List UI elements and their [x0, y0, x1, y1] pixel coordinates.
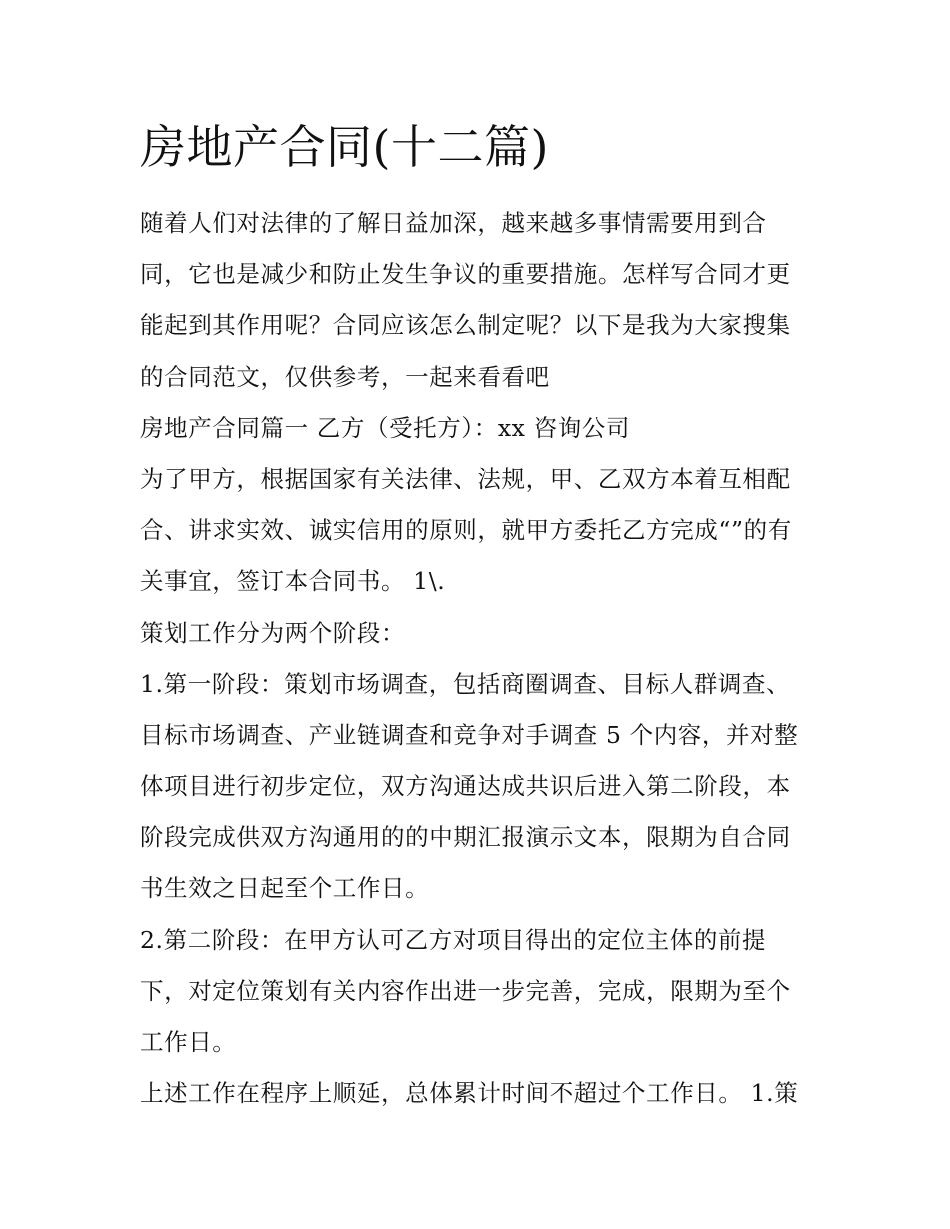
body-line: 上述工作在程序上顺延，总体累计时间不超过个工作日。 1.策 — [140, 1079, 799, 1108]
body-line: 的合同范文，仅供参考，一起来看看吧 — [140, 362, 550, 391]
body-line: 工作日。 — [140, 1028, 237, 1056]
body-line: 随着人们对法律的了解日益加深，越来越多事情需要用到合 — [140, 209, 767, 237]
body-line: 体项目进行初步定位，双方沟通达成共识后进入第二阶段，本 — [140, 772, 791, 801]
document-body — [140, 200, 816, 1121]
body-line: 目标市场调查、产业链调查和竞争对手调查 5 个内容，并对整 — [140, 720, 799, 749]
body-line: 阶段完成供双方沟通用的的中期汇报演示文本，限期为自合同 — [140, 823, 791, 852]
body-line: 2.第二阶段：在甲方认可乙方对项目得出的定位主体的前提 — [140, 925, 767, 954]
body-line: 关事宜，签订本合同书。 1\. — [140, 567, 446, 596]
body-line: 合、讲求实效、诚实信用的原则，就甲方委托乙方完成“”的有 — [140, 516, 792, 545]
body-line: 能起到其作用呢？合同应该怎么制定呢？以下是我为大家搜集 — [140, 311, 791, 340]
body-line: 策划工作分为两个阶段： — [140, 618, 406, 647]
body-line: 1.第一阶段：策划市场调查，包括商圈调查、目标人群调查、 — [140, 669, 791, 698]
body-line: 同，它也是减少和防止发生争议的重要措施。怎样写合同才更 — [140, 260, 791, 289]
body-line: 书生效之日起至个工作日。 — [140, 874, 430, 903]
body-line: 下，对定位策划有关内容作出进一步完善，完成，限期为至个 — [140, 976, 791, 1005]
document-title: 房地产合同(十二篇) — [140, 120, 549, 174]
section-heading-line: 房地产合同篇一 乙方（受托方）：xx 咨询公司 — [140, 413, 630, 442]
body-line: 为了甲方，根据国家有关法律、法规，甲、乙双方本着互相配 — [140, 464, 791, 493]
